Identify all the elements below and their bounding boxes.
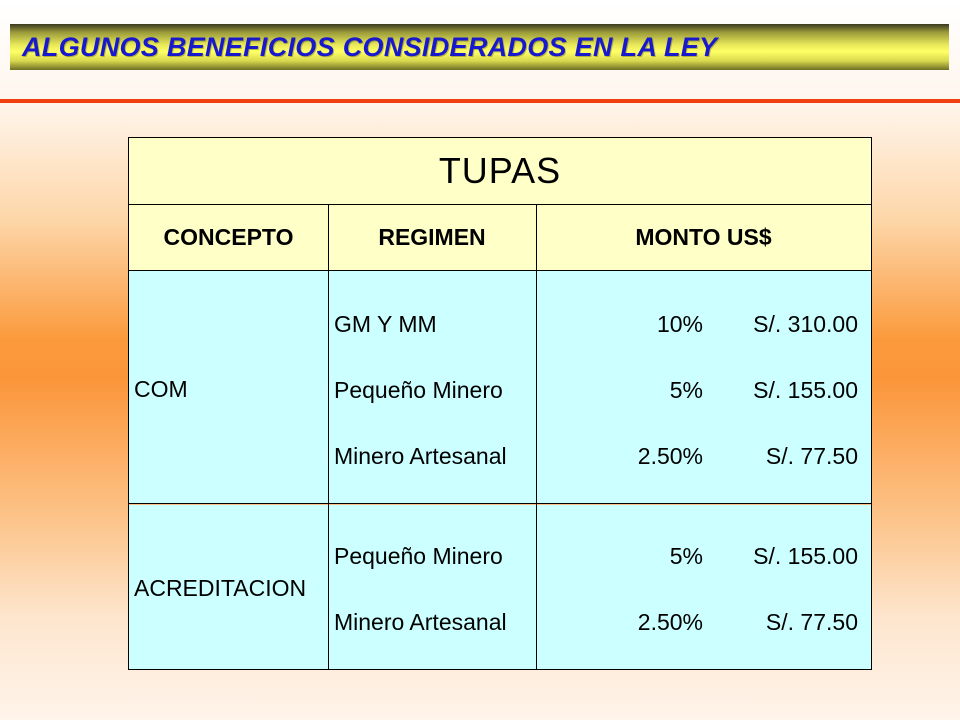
title-divider <box>0 99 960 103</box>
slide-title: ALGUNOS BENEFICIOS CONSIDERADOS EN LA LEY <box>22 32 718 62</box>
amount-cell: S/. 77.50 <box>765 443 858 469</box>
concepto-acreditacion: ACREDITACION <box>134 575 307 601</box>
amount-cell: S/. 310.00 <box>753 311 858 337</box>
regimen-cell: Pequeño Minero <box>334 377 503 403</box>
column-divider <box>536 205 537 669</box>
percent-cell: 5% <box>669 377 703 403</box>
percent-cell: 2.50% <box>637 609 703 635</box>
group-acreditacion <box>129 505 871 669</box>
concepto-com: COM <box>134 376 188 402</box>
amount-cell: S/. 77.50 <box>765 609 858 635</box>
percent-cell: 10% <box>656 311 703 337</box>
slide-title-bar <box>10 24 949 70</box>
header-concepto: CONCEPTO <box>129 205 328 271</box>
table-title: TUPAS <box>129 138 871 205</box>
tupas-table <box>128 137 872 670</box>
regimen-cell: Minero Artesanal <box>334 443 507 469</box>
group-com <box>129 271 871 504</box>
regimen-cell: Minero Artesanal <box>334 609 507 635</box>
percent-cell: 2.50% <box>637 443 703 469</box>
header-regimen: REGIMEN <box>328 205 536 271</box>
column-divider <box>328 205 329 669</box>
amount-cell: S/. 155.00 <box>753 543 858 569</box>
regimen-cell: GM Y MM <box>334 311 437 337</box>
amount-cell: S/. 155.00 <box>753 377 858 403</box>
header-monto: MONTO US$ <box>536 205 871 271</box>
percent-cell: 5% <box>669 543 703 569</box>
regimen-cell: Pequeño Minero <box>334 543 503 569</box>
